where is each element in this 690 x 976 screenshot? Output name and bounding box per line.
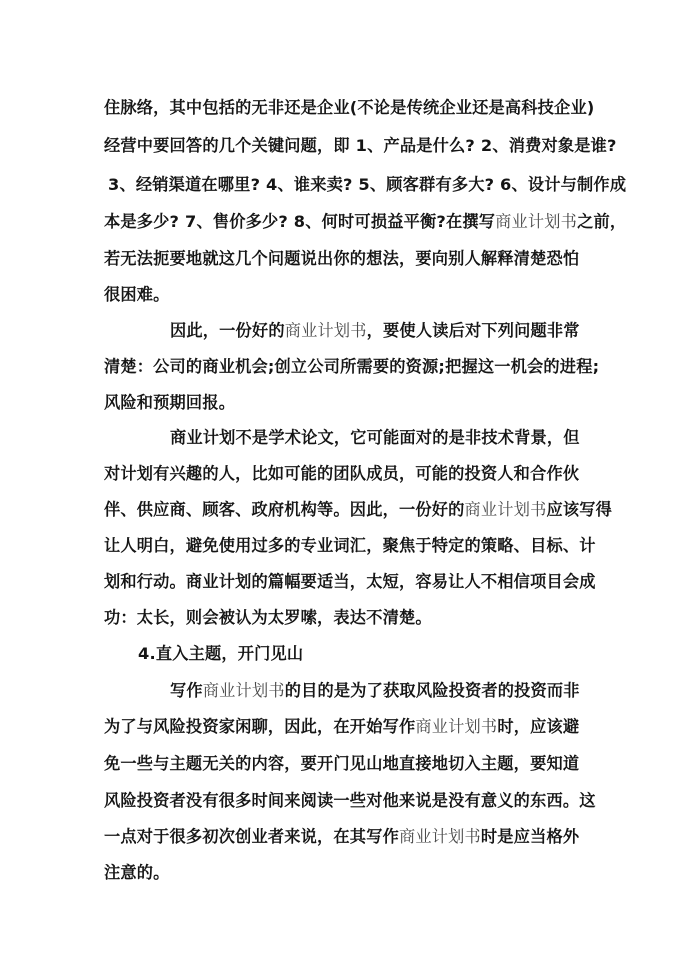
text-line	[104, 133, 617, 159]
text-run: 风险投资者没有很多时间来阅读一些对他来说是没有意义的东西。这	[104, 791, 596, 810]
text-run: 对计划有兴趣的人，比如可能的团队成员，可能的投资人和合作伙	[104, 464, 580, 483]
text-run: 时，应该避	[497, 717, 580, 736]
text-line	[104, 824, 594, 850]
text-line	[104, 751, 594, 777]
text-run: 清楚：公司的商业机会;创立公司所需要的资源;把握这一机会的进程;	[104, 357, 600, 376]
text-run: 风险和预期回报。	[104, 393, 236, 412]
text-line	[104, 497, 613, 523]
text-line	[104, 461, 594, 487]
text-run: ，要使人读后对下列问题非常	[366, 321, 580, 340]
text-run: 应该写得	[546, 500, 613, 519]
text-run: 时是应当格外	[480, 827, 580, 846]
text-run: 伴、供应商、顾客、政府机构等。因此，一份好的	[104, 500, 465, 519]
text-run: 一点对于很多初次创业者来说，在其写作	[104, 827, 399, 846]
text-line	[104, 605, 594, 631]
text-line	[104, 390, 594, 416]
text-line	[104, 714, 594, 740]
business-plan-link[interactable]: 商业计划书	[464, 500, 547, 519]
text-run: 写作	[170, 681, 203, 700]
text-run: 的目的是为了获取风险投资者的投资而非	[284, 681, 580, 700]
text-run: 住脉络，其中包括的无非还是企业(不论是传统企业还是高科技企业)	[104, 98, 595, 117]
text-run: 商业计划不是学术论文，它可能面对的是非技术背景，但	[170, 428, 580, 447]
text-run: 3、经销渠道在哪里? 4、谁来卖? 5、顾客群有多大? 6、设计与制作成	[108, 175, 627, 194]
text-line	[104, 282, 594, 308]
text-run: 注意的。	[104, 863, 170, 882]
text-run: 让人明白，避免使用过多的专业词汇，聚焦于特定的策略、目标、计	[104, 536, 596, 555]
text-line	[104, 95, 594, 121]
text-run: 划和行动。商业计划的篇幅要适当，太短，容易让人不相信项目会成	[104, 572, 596, 591]
text-line	[104, 788, 594, 814]
business-plan-link[interactable]: 商业计划书	[495, 212, 578, 231]
text-run: 若无法扼要地就这几个问题说出你的想法，要向别人解释清楚恐怕	[104, 249, 580, 268]
business-plan-link[interactable]: 商业计划书	[202, 681, 285, 700]
text-line	[104, 246, 594, 272]
text-line	[138, 641, 628, 667]
business-plan-link[interactable]: 商业计划书	[284, 321, 367, 340]
business-plan-link[interactable]: 商业计划书	[398, 827, 481, 846]
text-run: 免一些与主题无关的内容，要开门见山地直接地切入主题，要知道	[104, 754, 580, 773]
text-line	[104, 354, 600, 380]
text-line	[104, 860, 594, 886]
text-run: 之前，	[577, 212, 627, 231]
text-run: 4.直入主题，开门见山	[138, 644, 304, 663]
text-run: 功：太长，则会被认为太罗嗦，表达不清楚。	[104, 608, 432, 627]
text-line	[104, 569, 594, 595]
text-line	[108, 172, 627, 198]
text-run: 因此，一份好的	[170, 321, 285, 340]
text-run: 经营中要回答的几个关键问题，即 1、产品是什么? 2、消费对象是谁?	[104, 136, 617, 155]
text-run: 很困难。	[104, 285, 170, 304]
text-line	[104, 209, 627, 235]
text-line	[170, 425, 660, 451]
text-line	[104, 533, 594, 559]
business-plan-link[interactable]: 商业计划书	[415, 717, 498, 736]
text-line	[170, 678, 660, 704]
text-line	[170, 318, 660, 344]
text-run: 为了与风险投资家闲聊，因此，在开始写作	[104, 717, 416, 736]
text-run: 本是多少? 7、售价多少? 8、何时可损益平衡?在撰写	[104, 212, 496, 231]
